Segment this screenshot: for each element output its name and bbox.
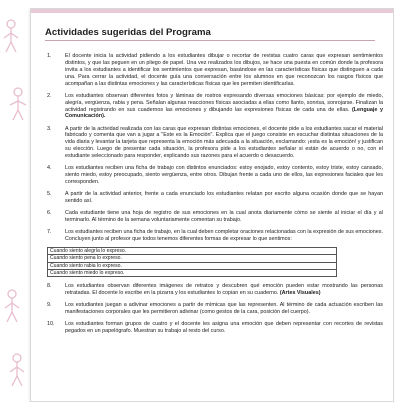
item-text: Los estudiantes reciben una ficha de trabajo, en la cual deben completar oraciones relacionadas con la expresión de sus emociones. Concluyen junto al profesor que todos tenemos diferentes formas de expresar lo que sentimos: [65, 229, 383, 243]
item-text: Cada estudiante tiene una hoja de registro de sus emociones en la cual anota diariamente cómo se siente al iniciar el día y al terminarlo. Al término de la semana voluntariamente comentan su trabajo. [65, 210, 383, 224]
list-item [45, 165, 383, 186]
decorative-children-illustration [0, 8, 30, 400]
list-item [45, 53, 383, 88]
item-number: 9. [47, 301, 52, 308]
top-decorative-bar [31, 9, 393, 13]
list-item [45, 283, 383, 297]
item-number: 6. [47, 210, 52, 217]
table-cell: Cuando siento pena lo expreso. [48, 255, 337, 262]
item-text: Los estudiantes juegan a adivinar emociones a partir de mímicas que las representen. Al término de cada actuación escriben las manifestaciones corporales que les permitieron adivinar (como gestos de la cara, posición del cuerpo). [65, 301, 383, 315]
item-number: 10. [47, 320, 55, 327]
list-item [45, 126, 383, 161]
page-title: Actividades sugeridas del Programa [45, 27, 375, 41]
table-cell: Cuando siento rabia lo expreso. [48, 262, 337, 269]
list-item [45, 191, 383, 205]
table-row [48, 262, 337, 269]
item-number: 5. [47, 191, 52, 198]
item-number: 4. [47, 165, 52, 172]
item-text: A partir de la actividad anterior, frente a cada enunciado los estudiantes relatan por escrito alguna ocasión donde que se hayan sentido así. [65, 191, 383, 205]
list-item [45, 93, 383, 121]
table-cell: Cuando siento alegría lo expreso. [48, 248, 337, 255]
list-item [45, 321, 383, 335]
list-item [45, 302, 383, 316]
table-row [48, 255, 337, 262]
subject-tag: (Artes Visuales) [279, 289, 321, 296]
item-text: Los estudiantes reciben una ficha de trabajo con distintos enunciados: estoy enojado, estoy contento, estoy triste, estoy cansado, siento miedo, estoy preocupado, siento vergüenza, entre otros. Dibujan frente a cada uno de ellos, las expresiones faciales que les corresponden. [65, 165, 383, 186]
item-number: 3. [47, 125, 52, 132]
emotions-table [47, 247, 337, 277]
item-text: Los estudiantes forman grupos de cuatro y el docente les asigna una emoción que deben representar con recortes de revistas pegados en un papelógrafo. Muestran su trabajo al resto del curso. [65, 320, 383, 334]
list-item [45, 210, 383, 224]
item-text [65, 283, 383, 297]
table-row [48, 269, 337, 276]
item-number: 8. [47, 282, 52, 289]
item-number: 1. [47, 53, 52, 59]
activity-list [45, 53, 383, 340]
item-body: Los estudiantes observan diferentes imágenes de retratos y descubren qué emoción pueden estar mostrando las personas retratadas. El docente lo escribe en la pizarra y los estudiantes lo copian en su cuaderno. [65, 282, 383, 296]
list-item [45, 229, 383, 243]
subject-tag: (Lenguaje y Comunicación). [65, 106, 383, 120]
item-text [65, 93, 383, 121]
table-cell: Cuando siento miedo lo expreso. [48, 269, 337, 276]
item-text: El docente inicia la actividad pidiendo a los estudiantes dibujar o recortar de revistas cuatro caras que expresan sentimientos distintos, y que las peguen en un pliego de papel. Una vez realizados los dibujos, se hace una puesta en común donde la profesora invita a los estudiantes a identificar los sentimientos que expresan, basándose en las características físicas que distinguen a cada una. Para cerrar la actividad, el docente guía una conversación entre los alumnos en que reconozcan los rasgos físicos que acompañan a las distintas emociones y las características físicas que les permiten identificarlas. [65, 53, 383, 87]
table-row [48, 248, 337, 255]
item-text: A partir de la actividad realizada con las caras que expresan distintas emociones, el docente pide a los estudiantes sacar el material fabricado y comenta que van a jugar a "Este es la Emoción". Explica que el juego consiste en escuchar distintas situaciones de la vida diaria y levantar la tarjeta que representa la emoción más adecuada a la situación, exclamando: ¡esta es la emoción! y justifican su elección. Luego de presentar cada situación, la profesora pide a los estudiantes señalar si están de acuerdo o no, con el estudiante seleccionado para responder, explicando sus razones para el acuerdo o desacuerdo. [65, 125, 383, 160]
item-number: 7. [47, 229, 52, 236]
item-body: Los estudiantes observan diferentes fotos y láminas de rostros expresando diversas emociones básicas: por ejemplo de miedo, alegría, vergüenza, rabia y pena. Señalan algunas reacciones físicas asociadas a ellas como llanto, sonrisa, sonrojarse. Finalizan la actividad registrando en sus cuadernos las emociones y dibujando las expresiones físicas de cada una de ellas. [65, 92, 383, 113]
worksheet-page [30, 8, 394, 402]
item-number: 2. [47, 92, 52, 99]
